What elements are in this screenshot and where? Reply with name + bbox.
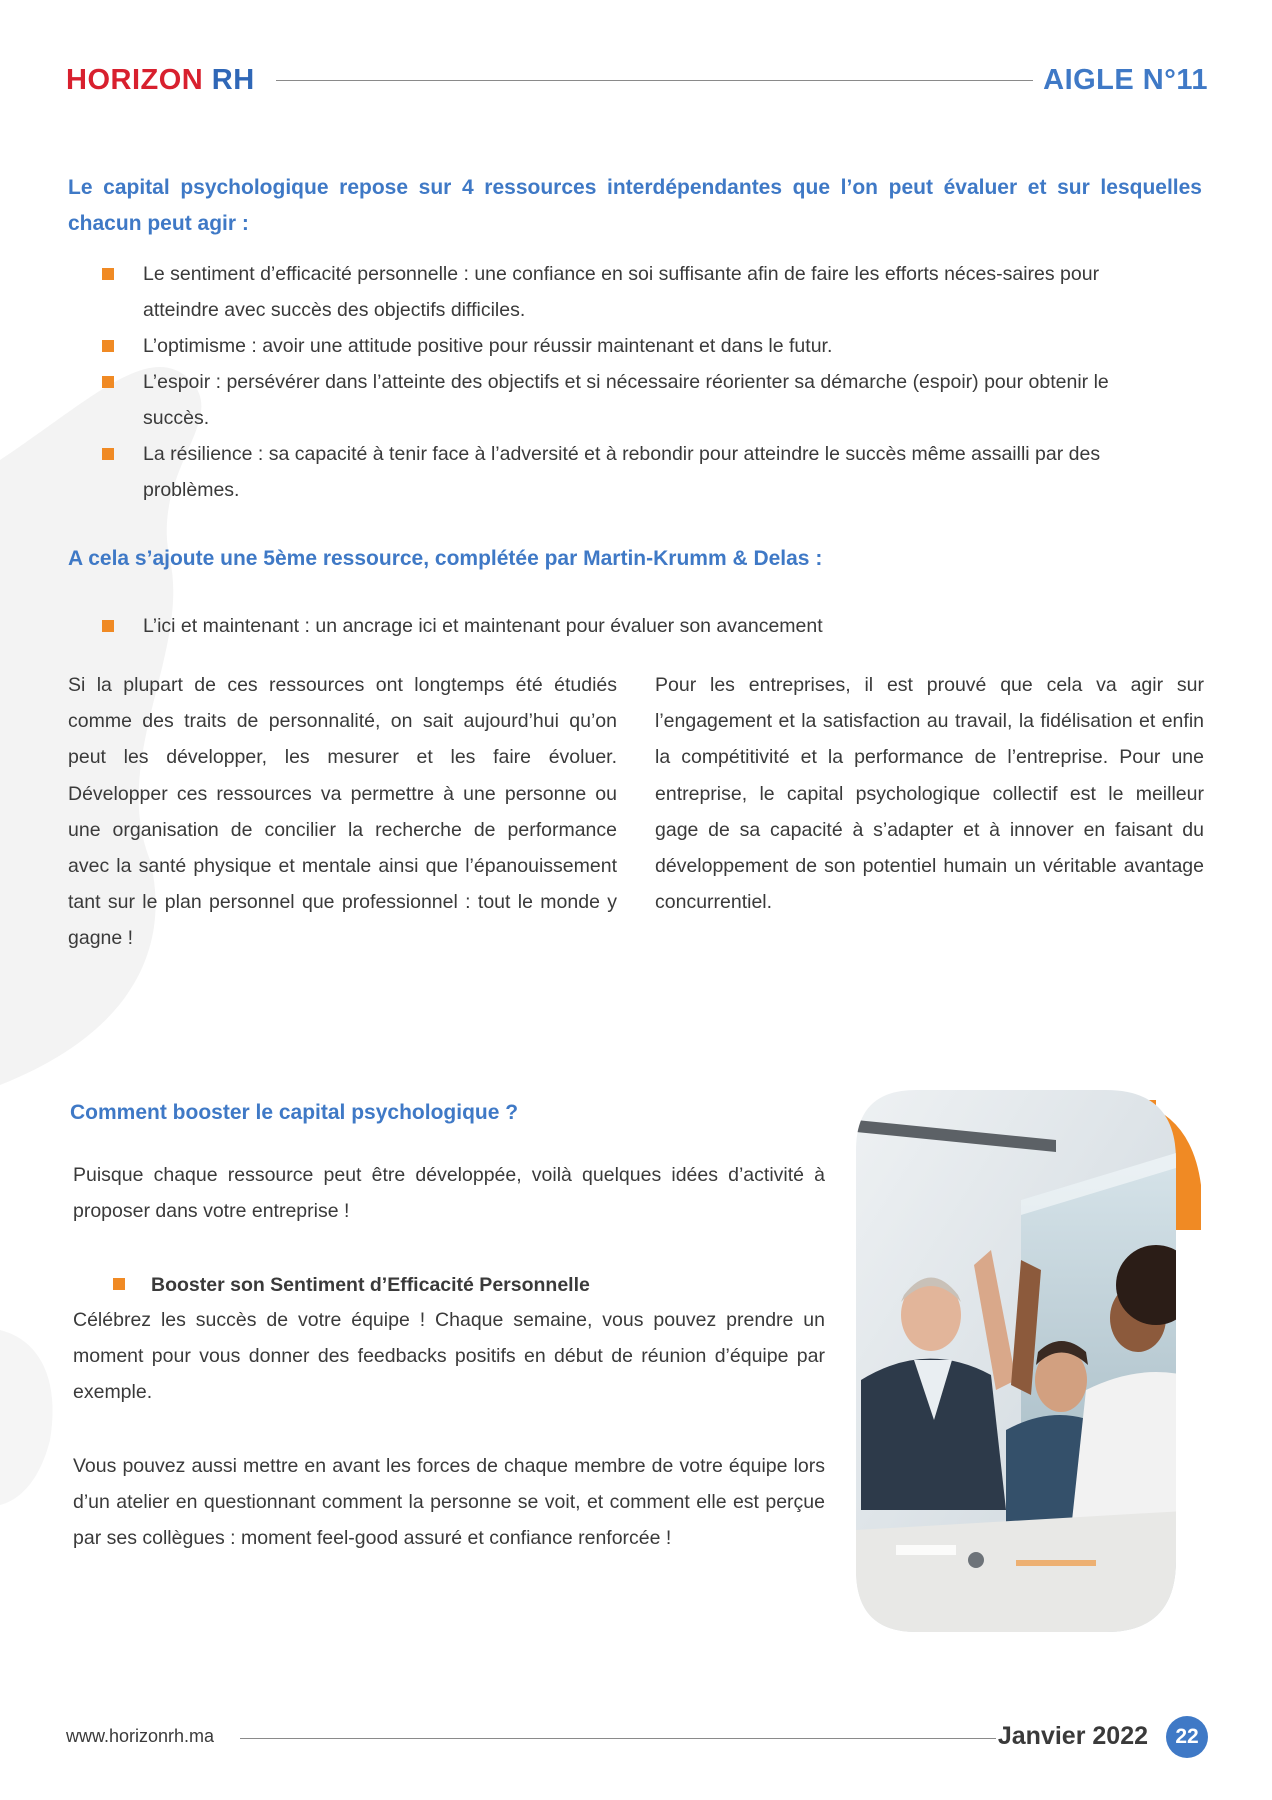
header-divider — [276, 80, 1033, 81]
bullet-square-icon — [102, 376, 114, 388]
list-item: La résilience : sa capacité à tenir face à l’adversité et à rebondir pour atteindre le succès même assailli par des problèmes. — [68, 436, 1134, 508]
list-item: L’optimisme : avoir une attitude positive pour réussir maintenant et dans le futur. — [68, 328, 1134, 364]
section-heading: Comment booster le capital psychologique ? — [70, 1101, 519, 1124]
logo-horizon: HORIZON — [66, 64, 204, 96]
page-footer — [66, 1716, 1208, 1760]
fifth-resource-heading: A cela s’ajoute une 5ème ressource, complétée par Martin-Krumm & Delas : — [68, 547, 823, 570]
issue-date: Janvier 2022 — [997, 1722, 1148, 1750]
list-item: Le sentiment d’efficacité personnelle : une confiance en soi suffisante afin de faire les efforts néces-saires pour atteindre avec succès des objectifs difficiles. — [68, 256, 1134, 328]
paragraph-strengths: Vous pouvez aussi mettre en avant les forces de chaque membre de votre équipe lors d’un atelier en questionnant comment la personne se voit, et comment elle est perçue par ses collègues : moment feel-good assuré et confiance renforcée ! — [73, 1455, 825, 1550]
bullet-square-icon — [102, 268, 114, 280]
paragraph-celebrate: Célébrez les succès de votre équipe ! Chaque semaine, vous pouvez prendre un moment pour vous donner des feedbacks positifs en début de réunion d’équipe par exemple. — [73, 1309, 825, 1404]
bullet-square-icon — [102, 620, 114, 632]
intro-heading: Le capital psychologique repose sur 4 ressources interdépendantes que l’on peut évaluer et sur lesquelles chacun peut agir : — [68, 176, 1202, 235]
body-column-left: Si la plupart de ces ressources ont longtemps été étudiés comme des traits de personnalité, on sait aujourd’hui qu’on peut les développer, les mesurer et les faire évoluer. Développer ces ressources va permettre à une personne ou une organisation de concilier la recherche de performance avec la santé physique et mentale ainsi que l’épanouissement tant sur le plan personnel que professionnel : tout le monde y gagne ! — [68, 674, 617, 950]
team-high-five-photo — [856, 1090, 1201, 1632]
page-number-badge: 22 — [1166, 1716, 1208, 1758]
resources-list — [68, 256, 1134, 508]
bullet-square-icon — [113, 1278, 125, 1290]
issue-label: AIGLE N°11 — [1043, 64, 1208, 96]
page-header — [66, 62, 1208, 102]
list-item: L’espoir : persévérer dans l’atteinte des objectifs et si nécessaire réorienter sa démarche (espoir) pour obtenir le succès. — [68, 364, 1134, 436]
website-link[interactable]: www.horizonrh.ma — [66, 1726, 215, 1746]
list-item: L’ici et maintenant : un ancrage ici et maintenant pour évaluer son avancement — [68, 608, 1134, 644]
bullet-square-icon — [102, 448, 114, 460]
section-intro-paragraph: Puisque chaque ressource peut être développée, voilà quelques idées d’activité à proposer dans votre entreprise ! — [73, 1164, 825, 1223]
logo-rh: RH — [211, 64, 255, 96]
fifth-resource-list — [68, 608, 1134, 644]
photo-illustration — [856, 1090, 1201, 1632]
bullet-square-icon — [102, 340, 114, 352]
footer-divider — [240, 1738, 996, 1739]
body-column-right: Pour les entreprises, il est prouvé que cela va agir sur l’engagement et la satisfaction au travail, la fidélisation et enfin la compétitivité et la performance de l’entreprise. Pour une entreprise, le capital psychologique collectif est le meilleur gage de sa capacité à s’adapter et à innover en faisant du développement de son potentiel humain un véritable avantage concurrentiel. — [655, 674, 1204, 914]
sub-heading: Booster son Sentiment d’Efficacité Personnelle — [113, 1267, 590, 1303]
brand-logo — [66, 64, 255, 97]
